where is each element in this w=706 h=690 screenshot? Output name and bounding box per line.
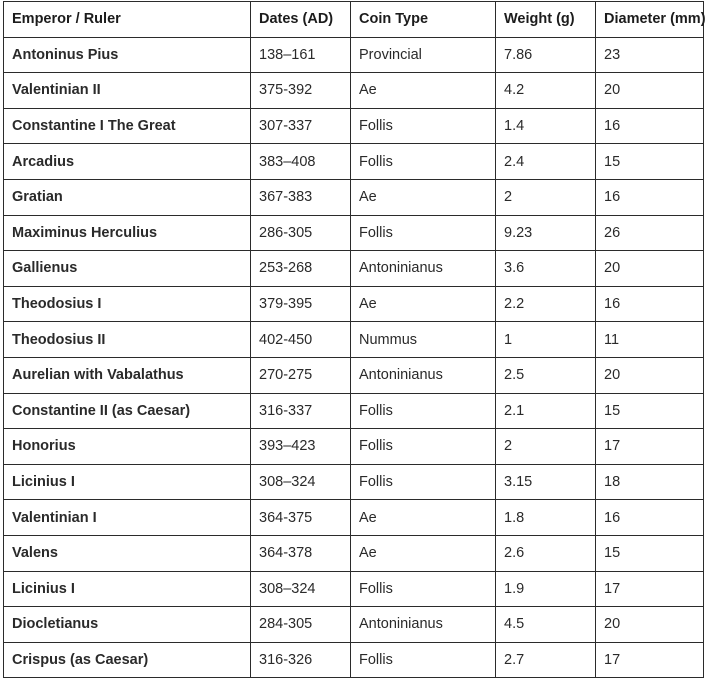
- cell-coin-type: Antoninianus: [351, 607, 496, 643]
- cell-diameter: 17: [596, 642, 704, 678]
- cell-weight: 2.5: [496, 357, 596, 393]
- cell-emperor: Aurelian with Vabalathus: [4, 357, 251, 393]
- cell-emperor: Valens: [4, 535, 251, 571]
- cell-dates: 307-337: [251, 108, 351, 144]
- cell-diameter: 20: [596, 607, 704, 643]
- table-row: [4, 108, 704, 144]
- cell-weight: 2.6: [496, 535, 596, 571]
- cell-diameter: 15: [596, 144, 704, 180]
- cell-diameter: 20: [596, 357, 704, 393]
- cell-emperor: Maximinus Herculius: [4, 215, 251, 251]
- cell-emperor: Antoninus Pius: [4, 37, 251, 73]
- cell-weight: 2: [496, 179, 596, 215]
- table-row: [4, 37, 704, 73]
- cell-diameter: 15: [596, 393, 704, 429]
- cell-emperor: Constantine I The Great: [4, 108, 251, 144]
- cell-dates: 402-450: [251, 322, 351, 358]
- table-row: [4, 322, 704, 358]
- cell-weight: 1.8: [496, 500, 596, 536]
- table-row: [4, 179, 704, 215]
- cell-diameter: 16: [596, 108, 704, 144]
- table-row: [4, 535, 704, 571]
- cell-dates: 308–324: [251, 464, 351, 500]
- cell-dates: 364-378: [251, 535, 351, 571]
- cell-weight: 4.5: [496, 607, 596, 643]
- table-row: [4, 429, 704, 465]
- table-row: [4, 251, 704, 287]
- cell-emperor: Valentinian I: [4, 500, 251, 536]
- header-row: [4, 2, 704, 38]
- cell-coin-type: Ae: [351, 286, 496, 322]
- cell-diameter: 20: [596, 251, 704, 287]
- cell-weight: 9.23: [496, 215, 596, 251]
- cell-weight: 2.4: [496, 144, 596, 180]
- cell-dates: 379-395: [251, 286, 351, 322]
- header-coin-type: Coin Type: [351, 2, 496, 38]
- table-row: [4, 357, 704, 393]
- cell-emperor: Arcadius: [4, 144, 251, 180]
- cell-coin-type: Follis: [351, 464, 496, 500]
- cell-emperor: Crispus (as Caesar): [4, 642, 251, 678]
- cell-dates: 270-275: [251, 357, 351, 393]
- table-row: [4, 464, 704, 500]
- cell-diameter: 15: [596, 535, 704, 571]
- cell-coin-type: Follis: [351, 215, 496, 251]
- header-diameter: Diameter (mm): [596, 2, 704, 38]
- cell-dates: 364-375: [251, 500, 351, 536]
- cell-coin-type: Ae: [351, 179, 496, 215]
- table-row: [4, 286, 704, 322]
- cell-emperor: Theodosius I: [4, 286, 251, 322]
- cell-weight: 2: [496, 429, 596, 465]
- cell-diameter: 20: [596, 73, 704, 109]
- table-row: [4, 500, 704, 536]
- cell-dates: 375-392: [251, 73, 351, 109]
- cell-dates: 284-305: [251, 607, 351, 643]
- cell-diameter: 16: [596, 286, 704, 322]
- table-row: [4, 571, 704, 607]
- table-row: [4, 215, 704, 251]
- cell-weight: 3.6: [496, 251, 596, 287]
- cell-emperor: Licinius I: [4, 464, 251, 500]
- cell-dates: 253-268: [251, 251, 351, 287]
- table-body: [4, 37, 704, 678]
- cell-coin-type: Follis: [351, 393, 496, 429]
- cell-diameter: 18: [596, 464, 704, 500]
- cell-coin-type: Antoninianus: [351, 357, 496, 393]
- cell-coin-type: Provincial: [351, 37, 496, 73]
- cell-weight: 2.7: [496, 642, 596, 678]
- header-dates: Dates (AD): [251, 2, 351, 38]
- coin-table: [3, 1, 704, 678]
- table-row: [4, 607, 704, 643]
- cell-diameter: 16: [596, 500, 704, 536]
- cell-weight: 1.9: [496, 571, 596, 607]
- cell-dates: 383–408: [251, 144, 351, 180]
- header-emperor: Emperor / Ruler: [4, 2, 251, 38]
- cell-emperor: Constantine II (as Caesar): [4, 393, 251, 429]
- table-row: [4, 144, 704, 180]
- table-row: [4, 73, 704, 109]
- cell-coin-type: Follis: [351, 108, 496, 144]
- cell-coin-type: Ae: [351, 73, 496, 109]
- cell-dates: 316-326: [251, 642, 351, 678]
- table-row: [4, 393, 704, 429]
- cell-emperor: Gratian: [4, 179, 251, 215]
- cell-weight: 3.15: [496, 464, 596, 500]
- cell-diameter: 11: [596, 322, 704, 358]
- cell-dates: 316-337: [251, 393, 351, 429]
- cell-coin-type: Follis: [351, 429, 496, 465]
- table-row: [4, 642, 704, 678]
- cell-dates: 286-305: [251, 215, 351, 251]
- coin-table-container: [3, 1, 706, 678]
- cell-coin-type: Follis: [351, 571, 496, 607]
- cell-coin-type: Follis: [351, 144, 496, 180]
- cell-weight: 2.2: [496, 286, 596, 322]
- cell-dates: 393–423: [251, 429, 351, 465]
- cell-weight: 7.86: [496, 37, 596, 73]
- cell-dates: 138–161: [251, 37, 351, 73]
- cell-weight: 1.4: [496, 108, 596, 144]
- cell-coin-type: Follis: [351, 642, 496, 678]
- cell-emperor: Licinius I: [4, 571, 251, 607]
- cell-coin-type: Nummus: [351, 322, 496, 358]
- cell-dates: 367-383: [251, 179, 351, 215]
- cell-weight: 1: [496, 322, 596, 358]
- cell-diameter: 23: [596, 37, 704, 73]
- cell-emperor: Diocletianus: [4, 607, 251, 643]
- cell-coin-type: Antoninianus: [351, 251, 496, 287]
- cell-emperor: Gallienus: [4, 251, 251, 287]
- cell-emperor: Theodosius II: [4, 322, 251, 358]
- header-weight: Weight (g): [496, 2, 596, 38]
- cell-emperor: Valentinian II: [4, 73, 251, 109]
- cell-diameter: 17: [596, 429, 704, 465]
- cell-weight: 2.1: [496, 393, 596, 429]
- cell-diameter: 17: [596, 571, 704, 607]
- cell-coin-type: Ae: [351, 535, 496, 571]
- cell-emperor: Honorius: [4, 429, 251, 465]
- cell-diameter: 16: [596, 179, 704, 215]
- cell-coin-type: Ae: [351, 500, 496, 536]
- cell-dates: 308–324: [251, 571, 351, 607]
- cell-weight: 4.2: [496, 73, 596, 109]
- cell-diameter: 26: [596, 215, 704, 251]
